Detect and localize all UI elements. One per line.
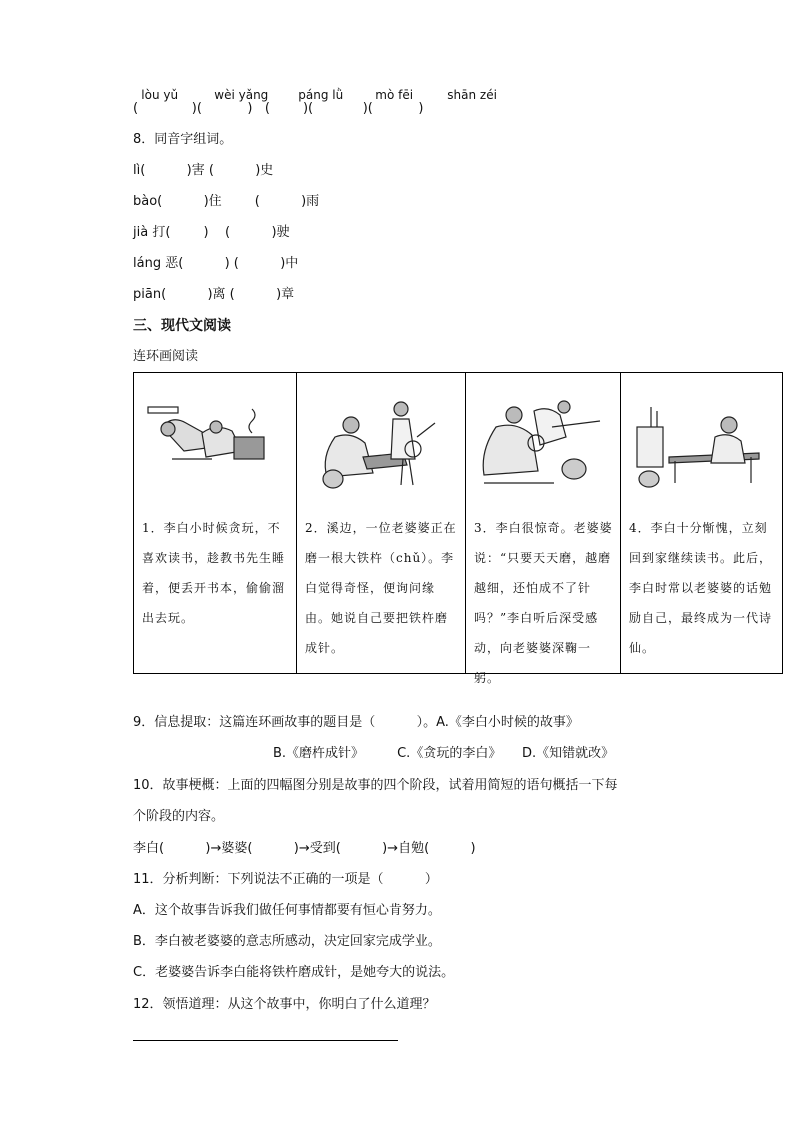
q8-line-2[interactable]: bào( )住 ( )雨 [133, 194, 320, 209]
panel-4-caption: 4．李白十分惭愧，立刻回到家继续读书。此后，李白时常以老婆婆的话勉励自己，最终成为一代诗仙。 [629, 521, 773, 655]
panel-3-caption: 3．李白很惊奇。老婆婆说：“只要天天磨，越磨越细，还怕成不了针吗？”李白听后深受感动，向老婆婆深鞠一躬。 [474, 521, 613, 685]
q11-option-a[interactable]: A．这个故事告诉我们做任何事情都要有恒心肯努力。 [133, 903, 441, 918]
sleeping-teacher-illustration [142, 397, 282, 497]
comic-panel-2 [297, 373, 466, 674]
q11-option-b[interactable]: B．李白被老婆婆的意志所感动，决定回家完成学业。 [133, 934, 441, 949]
section-title: 三、现代文阅读 [133, 318, 231, 334]
old-woman-grinding-illustration [305, 397, 445, 497]
pinyin-2: wèi yǎng [214, 88, 269, 102]
pinyin-5: shān zéi [447, 88, 497, 102]
li-bai-bowing-illustration [474, 397, 610, 497]
comic-strip-table [133, 372, 783, 685]
comic-panel-1 [134, 373, 297, 674]
q8-line-3[interactable]: jià 打( ) ( )驶 [133, 225, 290, 240]
q8-title: 8．同音字组词。 [133, 132, 233, 147]
q11-option-c[interactable]: C．老婆婆告诉李白能将铁杵磨成针，是她夸大的说法。 [133, 965, 455, 980]
q10-line-2: 个阶段的内容。 [133, 809, 225, 824]
q12-answer-line[interactable] [133, 1040, 398, 1041]
q8-line-5[interactable]: piān( )离 ( )章 [133, 287, 295, 302]
q8-line-4[interactable]: láng 恶( ) ( )中 [133, 256, 299, 271]
panel-2-caption: 2．溪边，一位老婆婆正在磨一根大铁杵（chǔ）。李白觉得奇怪，便询问缘由。她说自己要把铁杵磨成针。 [305, 521, 457, 655]
q9-line-1[interactable]: 9．信息提取：这篇连环画故事的题目是（ ）。A.《李白小时候的故事》 [133, 715, 579, 730]
pinyin-3: páng lǜ [298, 88, 344, 102]
pinyin-4: mò fēi [375, 88, 414, 102]
li-bai-studying-illustration [629, 397, 769, 497]
comic-panel-3 [466, 373, 621, 685]
q10-summary-blanks[interactable]: 李白( )→婆婆( )→受到( )→自勉( ) [133, 841, 476, 856]
pinyin-1: lòu yǔ [141, 88, 179, 102]
answer-parens[interactable]: ( )( ) ( )( )( ) [133, 101, 424, 116]
q12-title: 12．领悟道理：从这个故事中，你明白了什么道理？ [133, 997, 436, 1012]
comic-panel-4 [621, 373, 783, 674]
q10-line-1: 10．故事梗概：上面的四幅图分别是故事的四个阶段，试着用简短的语句概括一下每 [133, 778, 618, 793]
q9-options[interactable]: B.《磨杵成针》 C.《贪玩的李白》 D.《知错就改》 [273, 746, 615, 761]
q11-title: 11．分析判断：下列说法不正确的一项是（ ） [133, 872, 438, 887]
q8-line-1[interactable]: lì( )害 ( )史 [133, 163, 274, 178]
panel-1-caption: 1．李白小时候贪玩，不喜欢读书，趁教书先生睡着，便丢开书本，偷偷溜出去玩。 [142, 521, 286, 625]
section-subtitle: 连环画阅读 [133, 349, 199, 364]
